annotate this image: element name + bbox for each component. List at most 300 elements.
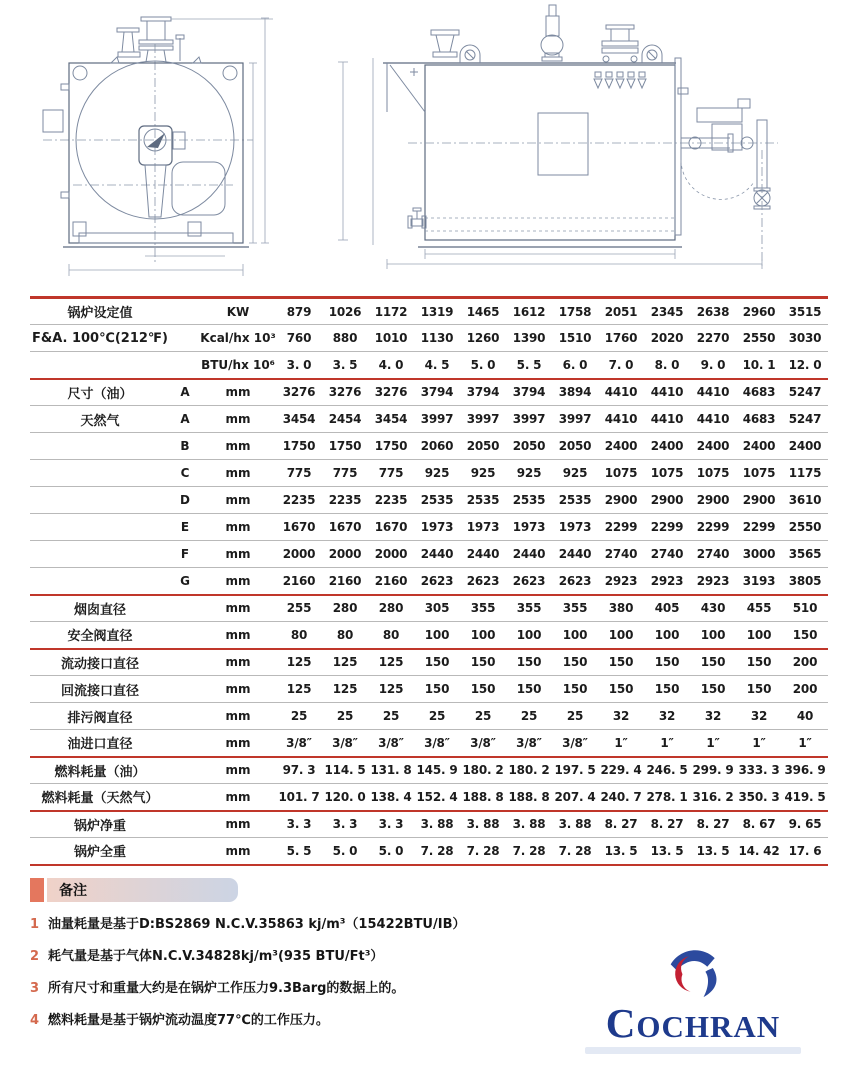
row-sublabel: E bbox=[170, 514, 200, 541]
notes-header-bar bbox=[30, 878, 238, 902]
spec-value-cell: 125 bbox=[276, 649, 322, 676]
spec-value-cell: 2020 bbox=[644, 325, 690, 352]
note-text: 油量耗量是基于D:BS2869 N.C.V.35863 kj/m³（15422BTU/IB） bbox=[48, 917, 466, 932]
spec-value-cell: 32 bbox=[690, 703, 736, 730]
spec-value-cell: 1026 bbox=[322, 298, 368, 325]
row-sublabel: C bbox=[170, 460, 200, 487]
spec-value-cell: 1010 bbox=[368, 325, 414, 352]
table-row bbox=[30, 325, 828, 352]
note-item bbox=[30, 1011, 590, 1030]
row-sublabel: D bbox=[170, 487, 200, 514]
boiler-side-view-drawing bbox=[330, 0, 845, 290]
spec-value-cell: 3794 bbox=[460, 379, 506, 406]
spec-value-cell: 207. 4 bbox=[552, 784, 598, 811]
row-label bbox=[30, 460, 170, 487]
spec-value-cell: 3. 88 bbox=[506, 811, 552, 838]
table-row bbox=[30, 676, 828, 703]
row-sublabel: G bbox=[170, 568, 200, 595]
spec-value-cell: 299. 9 bbox=[690, 757, 736, 784]
note-text: 耗气量是基于气体N.C.V.34828kj/m³(935 BTU/Ft³） bbox=[48, 949, 384, 964]
row-sublabel bbox=[170, 838, 200, 865]
spec-value-cell: 150 bbox=[506, 676, 552, 703]
note-number: 2 bbox=[30, 949, 40, 964]
spec-value-cell: 2400 bbox=[736, 433, 782, 460]
spec-value-cell: 3/8″ bbox=[506, 730, 552, 757]
spec-value-cell: 1670 bbox=[322, 514, 368, 541]
spec-value-cell: 32 bbox=[644, 703, 690, 730]
table-row bbox=[30, 460, 828, 487]
row-label: 烟囱直径 bbox=[30, 595, 170, 622]
spec-value-cell: 1175 bbox=[782, 460, 828, 487]
spec-value-cell: 150 bbox=[736, 649, 782, 676]
spec-value-cell: 5. 5 bbox=[506, 352, 552, 379]
spec-value-cell: 3/8″ bbox=[552, 730, 598, 757]
spec-value-cell: 255 bbox=[276, 595, 322, 622]
spec-value-cell: 100 bbox=[644, 622, 690, 649]
spec-value-cell: 125 bbox=[276, 676, 322, 703]
spec-value-cell: 2235 bbox=[276, 487, 322, 514]
spec-value-cell: 3. 88 bbox=[414, 811, 460, 838]
spec-value-cell: 125 bbox=[368, 676, 414, 703]
row-label: 燃料耗量（油） bbox=[30, 757, 170, 784]
spec-value-cell: 150 bbox=[506, 649, 552, 676]
spec-value-cell: 150 bbox=[644, 676, 690, 703]
spec-value-cell: 1758 bbox=[552, 298, 598, 325]
logo-underline-strip bbox=[585, 1047, 801, 1054]
spec-value-cell: 150 bbox=[414, 676, 460, 703]
spec-value-cell: 1075 bbox=[644, 460, 690, 487]
notes-header-label-bar bbox=[47, 878, 238, 902]
spec-value-cell: 114. 5 bbox=[322, 757, 368, 784]
table-row bbox=[30, 622, 828, 649]
spec-value-cell: 2299 bbox=[736, 514, 782, 541]
row-label: 锅炉净重 bbox=[30, 811, 170, 838]
spec-value-cell: 2550 bbox=[782, 514, 828, 541]
row-unit: mm bbox=[200, 487, 276, 514]
spec-value-cell: 3/8″ bbox=[460, 730, 506, 757]
spec-value-cell: 7. 28 bbox=[414, 838, 460, 865]
spec-value-cell: 7. 28 bbox=[460, 838, 506, 865]
spec-value-cell: 3276 bbox=[368, 379, 414, 406]
spec-value-cell: 3894 bbox=[552, 379, 598, 406]
spec-value-cell: 5. 0 bbox=[368, 838, 414, 865]
spec-value-cell: 2299 bbox=[644, 514, 690, 541]
spec-value-cell: 3. 5 bbox=[322, 352, 368, 379]
note-text: 燃料耗量是基于锅炉流动温度77℃的工作压力。 bbox=[48, 1013, 329, 1028]
table-row bbox=[30, 703, 828, 730]
row-label: 燃料耗量（天然气） bbox=[30, 784, 170, 811]
spec-value-cell: 200 bbox=[782, 649, 828, 676]
spec-value-cell: 350. 3 bbox=[736, 784, 782, 811]
spec-value-cell: 8. 0 bbox=[644, 352, 690, 379]
row-label bbox=[30, 352, 170, 379]
table-row bbox=[30, 487, 828, 514]
spec-value-cell: 760 bbox=[276, 325, 322, 352]
spec-value-cell: 8. 27 bbox=[598, 811, 644, 838]
spec-value-cell: 3. 3 bbox=[322, 811, 368, 838]
spec-value-cell: 2235 bbox=[368, 487, 414, 514]
row-label: 安全阀直径 bbox=[30, 622, 170, 649]
spec-value-cell: 100 bbox=[552, 622, 598, 649]
spec-value-cell: 6. 0 bbox=[552, 352, 598, 379]
spec-value-cell: 150 bbox=[690, 676, 736, 703]
table-row bbox=[30, 568, 828, 595]
row-sublabel bbox=[170, 757, 200, 784]
spec-value-cell: 5247 bbox=[782, 406, 828, 433]
spec-value-cell: 80 bbox=[322, 622, 368, 649]
row-sublabel bbox=[170, 784, 200, 811]
spec-value-cell: 1973 bbox=[414, 514, 460, 541]
row-unit: KW bbox=[200, 298, 276, 325]
spec-value-cell: 9. 65 bbox=[782, 811, 828, 838]
row-label bbox=[30, 433, 170, 460]
row-label: 回流接口直径 bbox=[30, 676, 170, 703]
spec-value-cell: 3997 bbox=[506, 406, 552, 433]
spec-value-cell: 2345 bbox=[644, 298, 690, 325]
spec-value-cell: 4410 bbox=[644, 406, 690, 433]
table-row bbox=[30, 649, 828, 676]
row-label: F&A. 100℃(212℉) bbox=[30, 325, 170, 352]
spec-value-cell: 13. 5 bbox=[598, 838, 644, 865]
spec-value-cell: 1390 bbox=[506, 325, 552, 352]
spec-value-cell: 2623 bbox=[506, 568, 552, 595]
spec-value-cell: 2923 bbox=[690, 568, 736, 595]
spec-value-cell: 8. 27 bbox=[644, 811, 690, 838]
spec-value-cell: 925 bbox=[506, 460, 552, 487]
spec-value-cell: 2623 bbox=[552, 568, 598, 595]
spec-value-cell: 150 bbox=[460, 649, 506, 676]
table-row bbox=[30, 379, 828, 406]
spec-value-cell: 455 bbox=[736, 595, 782, 622]
row-sublabel bbox=[170, 298, 200, 325]
spec-value-cell: 150 bbox=[736, 676, 782, 703]
table-row bbox=[30, 406, 828, 433]
note-item bbox=[30, 947, 590, 966]
spec-value-cell: 1075 bbox=[598, 460, 644, 487]
spec-value-cell: 2060 bbox=[414, 433, 460, 460]
table-row bbox=[30, 811, 828, 838]
boiler-spec-table bbox=[30, 296, 828, 866]
spec-value-cell: 1750 bbox=[276, 433, 322, 460]
spec-value-cell: 3. 3 bbox=[276, 811, 322, 838]
spec-value-cell: 2535 bbox=[552, 487, 598, 514]
spec-value-cell: 7. 0 bbox=[598, 352, 644, 379]
spec-value-cell: 3610 bbox=[782, 487, 828, 514]
spec-value-cell: 120. 0 bbox=[322, 784, 368, 811]
row-sublabel: A bbox=[170, 379, 200, 406]
table-row bbox=[30, 298, 828, 325]
row-label bbox=[30, 514, 170, 541]
spec-value-cell: 775 bbox=[368, 460, 414, 487]
spec-value-cell: 3193 bbox=[736, 568, 782, 595]
spec-value-cell: 125 bbox=[368, 649, 414, 676]
spec-value-cell: 2623 bbox=[414, 568, 460, 595]
spec-value-cell: 2550 bbox=[736, 325, 782, 352]
spec-value-cell: 97. 3 bbox=[276, 757, 322, 784]
spec-value-cell: 8. 27 bbox=[690, 811, 736, 838]
spec-value-cell: 2535 bbox=[460, 487, 506, 514]
spec-value-cell: 510 bbox=[782, 595, 828, 622]
row-sublabel: B bbox=[170, 433, 200, 460]
spec-value-cell: 5. 0 bbox=[460, 352, 506, 379]
row-sublabel bbox=[170, 622, 200, 649]
spec-value-cell: 3997 bbox=[460, 406, 506, 433]
table-row bbox=[30, 757, 828, 784]
spec-value-cell: 3/8″ bbox=[414, 730, 460, 757]
spec-value-cell: 3030 bbox=[782, 325, 828, 352]
spec-value-cell: 152. 4 bbox=[414, 784, 460, 811]
spec-value-cell: 2000 bbox=[368, 541, 414, 568]
row-sublabel bbox=[170, 325, 200, 352]
spec-value-cell: 3805 bbox=[782, 568, 828, 595]
spec-value-cell: 12. 0 bbox=[782, 352, 828, 379]
row-unit: mm bbox=[200, 757, 276, 784]
spec-value-cell: 150 bbox=[644, 649, 690, 676]
spec-value-cell: 2160 bbox=[322, 568, 368, 595]
spec-value-cell: 280 bbox=[322, 595, 368, 622]
spec-value-cell: 2900 bbox=[690, 487, 736, 514]
row-unit: mm bbox=[200, 622, 276, 649]
spec-value-cell: 5. 5 bbox=[276, 838, 322, 865]
spec-value-cell: 9. 0 bbox=[690, 352, 736, 379]
spec-value-cell: 25 bbox=[506, 703, 552, 730]
spec-value-cell: 150 bbox=[782, 622, 828, 649]
spec-value-cell: 7. 28 bbox=[506, 838, 552, 865]
spec-value-cell: 1973 bbox=[552, 514, 598, 541]
row-label: 排污阀直径 bbox=[30, 703, 170, 730]
table-row bbox=[30, 784, 828, 811]
spec-value-cell: 7. 28 bbox=[552, 838, 598, 865]
spec-value-cell: 2535 bbox=[414, 487, 460, 514]
row-unit: mm bbox=[200, 514, 276, 541]
spec-value-cell: 125 bbox=[322, 676, 368, 703]
spec-value-cell: 430 bbox=[690, 595, 736, 622]
spec-value-cell: 3515 bbox=[782, 298, 828, 325]
spec-value-cell: 25 bbox=[322, 703, 368, 730]
spec-value-cell: 2299 bbox=[598, 514, 644, 541]
spec-value-cell: 316. 2 bbox=[690, 784, 736, 811]
spec-value-cell: 2235 bbox=[322, 487, 368, 514]
spec-value-cell: 405 bbox=[644, 595, 690, 622]
spec-value-cell: 1″ bbox=[736, 730, 782, 757]
spec-value-cell: 3. 88 bbox=[552, 811, 598, 838]
row-unit: mm bbox=[200, 460, 276, 487]
spec-value-cell: 100 bbox=[460, 622, 506, 649]
spec-value-cell: 2050 bbox=[506, 433, 552, 460]
spec-value-cell: 2900 bbox=[598, 487, 644, 514]
spec-value-cell: 2299 bbox=[690, 514, 736, 541]
spec-value-cell: 2900 bbox=[736, 487, 782, 514]
spec-value-cell: 2740 bbox=[690, 541, 736, 568]
spec-value-cell: 1465 bbox=[460, 298, 506, 325]
spec-value-cell: 2400 bbox=[690, 433, 736, 460]
spec-value-cell: 3/8″ bbox=[276, 730, 322, 757]
table-row bbox=[30, 514, 828, 541]
spec-value-cell: 25 bbox=[414, 703, 460, 730]
spec-value-cell: 4. 5 bbox=[414, 352, 460, 379]
table-row bbox=[30, 595, 828, 622]
spec-value-cell: 2050 bbox=[460, 433, 506, 460]
spec-value-cell: 8. 67 bbox=[736, 811, 782, 838]
spec-value-cell: 3565 bbox=[782, 541, 828, 568]
spec-value-cell: 4410 bbox=[690, 379, 736, 406]
spec-value-cell: 145. 9 bbox=[414, 757, 460, 784]
spec-value-cell: 2440 bbox=[414, 541, 460, 568]
spec-value-cell: 200 bbox=[782, 676, 828, 703]
row-unit: mm bbox=[200, 838, 276, 865]
row-label: 锅炉设定值 bbox=[30, 298, 170, 325]
spec-value-cell: 80 bbox=[276, 622, 322, 649]
spec-value-cell: 1670 bbox=[368, 514, 414, 541]
spec-value-cell: 2050 bbox=[552, 433, 598, 460]
spec-value-cell: 2638 bbox=[690, 298, 736, 325]
note-number: 1 bbox=[30, 917, 40, 932]
spec-value-cell: 3. 88 bbox=[460, 811, 506, 838]
spec-value-cell: 1″ bbox=[598, 730, 644, 757]
spec-value-cell: 925 bbox=[552, 460, 598, 487]
spec-value-cell: 138. 4 bbox=[368, 784, 414, 811]
boiler-front-view-icon bbox=[25, 4, 325, 292]
spec-value-cell: 305 bbox=[414, 595, 460, 622]
spec-value-cell: 32 bbox=[736, 703, 782, 730]
row-unit: mm bbox=[200, 541, 276, 568]
spec-value-cell: 150 bbox=[598, 676, 644, 703]
spec-value-cell: 180. 2 bbox=[506, 757, 552, 784]
row-sublabel bbox=[170, 649, 200, 676]
spec-value-cell: 1172 bbox=[368, 298, 414, 325]
row-sublabel bbox=[170, 595, 200, 622]
row-label: 锅炉全重 bbox=[30, 838, 170, 865]
row-unit: Kcal/hx 10³ bbox=[200, 325, 276, 352]
spec-value-cell: 150 bbox=[414, 649, 460, 676]
note-item bbox=[30, 979, 590, 998]
table-row bbox=[30, 838, 828, 865]
cochran-wordmark: COCHRAN bbox=[605, 1000, 781, 1046]
spec-value-cell: 1130 bbox=[414, 325, 460, 352]
row-sublabel: A bbox=[170, 406, 200, 433]
spec-value-cell: 25 bbox=[368, 703, 414, 730]
spec-value-cell: 380 bbox=[598, 595, 644, 622]
row-unit: mm bbox=[200, 406, 276, 433]
table-row bbox=[30, 730, 828, 757]
spec-table-body bbox=[30, 298, 828, 865]
row-label bbox=[30, 568, 170, 595]
row-label: 油进口直径 bbox=[30, 730, 170, 757]
spec-value-cell: 197. 5 bbox=[552, 757, 598, 784]
spec-value-cell: 180. 2 bbox=[460, 757, 506, 784]
table-row bbox=[30, 352, 828, 379]
spec-value-cell: 150 bbox=[552, 649, 598, 676]
spec-value-cell: 2051 bbox=[598, 298, 644, 325]
notes-header-chip bbox=[30, 878, 44, 902]
spec-value-cell: 125 bbox=[322, 649, 368, 676]
notes-section bbox=[30, 878, 590, 1030]
spec-value-cell: 355 bbox=[552, 595, 598, 622]
row-sublabel bbox=[170, 703, 200, 730]
spec-value-cell: 1973 bbox=[460, 514, 506, 541]
spec-value-cell: 188. 8 bbox=[506, 784, 552, 811]
spec-value-cell: 2440 bbox=[552, 541, 598, 568]
spec-value-cell: 2960 bbox=[736, 298, 782, 325]
spec-value-cell: 13. 5 bbox=[690, 838, 736, 865]
spec-value-cell: 419. 5 bbox=[782, 784, 828, 811]
spec-value-cell: 150 bbox=[460, 676, 506, 703]
spec-value-cell: 3997 bbox=[414, 406, 460, 433]
spec-value-cell: 229. 4 bbox=[598, 757, 644, 784]
spec-value-cell: 2400 bbox=[782, 433, 828, 460]
boiler-front-view-drawing bbox=[25, 4, 325, 292]
cochran-logo-mark-icon bbox=[662, 942, 724, 1004]
row-unit: mm bbox=[200, 433, 276, 460]
spec-value-cell: 150 bbox=[598, 649, 644, 676]
spec-value-cell: 4410 bbox=[598, 406, 644, 433]
spec-value-cell: 100 bbox=[690, 622, 736, 649]
spec-value-cell: 4410 bbox=[598, 379, 644, 406]
spec-value-cell: 2000 bbox=[276, 541, 322, 568]
spec-value-cell: 280 bbox=[368, 595, 414, 622]
spec-value-cell: 4410 bbox=[690, 406, 736, 433]
spec-value-cell: 4410 bbox=[644, 379, 690, 406]
spec-value-cell: 2740 bbox=[598, 541, 644, 568]
spec-value-cell: 1075 bbox=[690, 460, 736, 487]
spec-value-cell: 3. 0 bbox=[276, 352, 322, 379]
spec-value-cell: 13. 5 bbox=[644, 838, 690, 865]
spec-value-cell: 2440 bbox=[460, 541, 506, 568]
spec-value-cell: 2923 bbox=[598, 568, 644, 595]
spec-value-cell: 775 bbox=[322, 460, 368, 487]
row-unit: mm bbox=[200, 811, 276, 838]
spec-value-cell: 100 bbox=[414, 622, 460, 649]
spec-value-cell: 2623 bbox=[460, 568, 506, 595]
row-sublabel: F bbox=[170, 541, 200, 568]
spec-value-cell: 246. 5 bbox=[644, 757, 690, 784]
spec-value-cell: 1319 bbox=[414, 298, 460, 325]
spec-value-cell: 100 bbox=[506, 622, 552, 649]
spec-value-cell: 1510 bbox=[552, 325, 598, 352]
note-item bbox=[30, 915, 590, 934]
spec-value-cell: 4683 bbox=[736, 379, 782, 406]
row-unit: mm bbox=[200, 379, 276, 406]
spec-value-cell: 1750 bbox=[322, 433, 368, 460]
spec-value-cell: 2160 bbox=[368, 568, 414, 595]
spec-value-cell: 2000 bbox=[322, 541, 368, 568]
row-label bbox=[30, 541, 170, 568]
spec-value-cell: 1750 bbox=[368, 433, 414, 460]
row-label: 流动接口直径 bbox=[30, 649, 170, 676]
row-unit: mm bbox=[200, 730, 276, 757]
spec-value-cell: 100 bbox=[598, 622, 644, 649]
row-unit: mm bbox=[200, 703, 276, 730]
spec-value-cell: 3000 bbox=[736, 541, 782, 568]
spec-value-cell: 150 bbox=[690, 649, 736, 676]
spec-value-cell: 5247 bbox=[782, 379, 828, 406]
spec-value-cell: 2160 bbox=[276, 568, 322, 595]
spec-value-cell: 3/8″ bbox=[322, 730, 368, 757]
spec-value-cell: 2900 bbox=[644, 487, 690, 514]
spec-value-cell: 3997 bbox=[552, 406, 598, 433]
spec-value-cell: 880 bbox=[322, 325, 368, 352]
row-unit: BTU/hx 10⁶ bbox=[200, 352, 276, 379]
spec-value-cell: 3794 bbox=[414, 379, 460, 406]
spec-value-cell: 240. 7 bbox=[598, 784, 644, 811]
spec-value-cell: 1″ bbox=[782, 730, 828, 757]
spec-value-cell: 2454 bbox=[322, 406, 368, 433]
note-number: 3 bbox=[30, 981, 40, 996]
spec-value-cell: 2535 bbox=[506, 487, 552, 514]
spec-value-cell: 2440 bbox=[506, 541, 552, 568]
spec-value-cell: 2400 bbox=[598, 433, 644, 460]
spec-value-cell: 17. 6 bbox=[782, 838, 828, 865]
